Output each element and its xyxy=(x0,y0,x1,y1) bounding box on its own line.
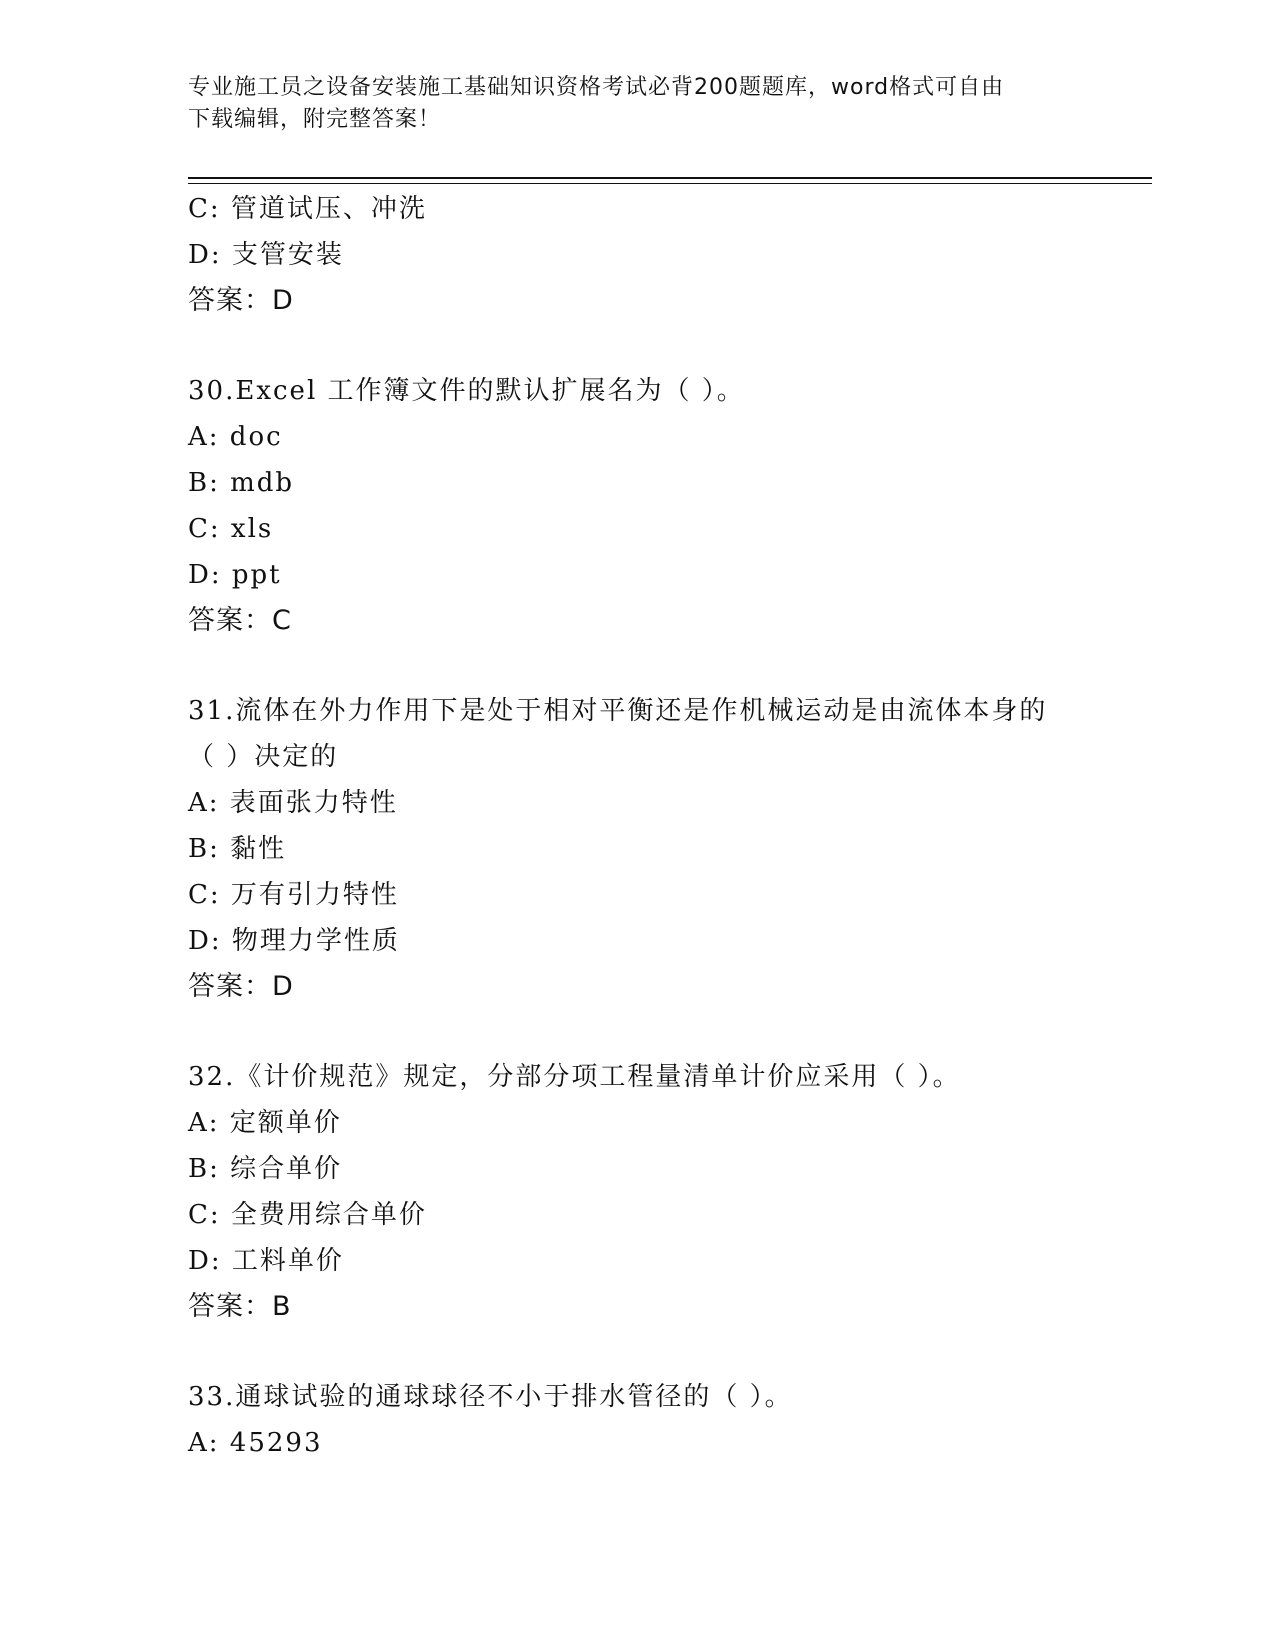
question-stem-continued: （ ）决定的 xyxy=(188,742,339,772)
option-b: B: 综合单价 xyxy=(188,1154,343,1184)
header-line-2: 下载编辑，附完整答案！ xyxy=(188,107,442,132)
answer-line: 答案：B xyxy=(188,1291,292,1322)
option-d: D: 支管安装 xyxy=(188,240,344,270)
continued-question xyxy=(188,186,1088,324)
question-stem: 33.通球试验的通球球径不小于排水管径的（ ）。 xyxy=(188,1382,793,1412)
option-d: D: 物理力学性质 xyxy=(188,926,400,956)
question-stem: 32.《计价规范》规定，分部分项工程量清单计价应采用（ ）。 xyxy=(188,1062,961,1092)
header-rule-thin xyxy=(188,183,1152,184)
option-a: A: doc xyxy=(188,422,283,452)
option-a: A: 45293 xyxy=(188,1428,323,1458)
option-d: D: ppt xyxy=(188,560,282,590)
option-a: A: 定额单价 xyxy=(188,1108,342,1138)
question-31 xyxy=(188,688,1088,1010)
option-b: B: 黏性 xyxy=(188,834,287,864)
option-c: C: 管道试压、冲洗 xyxy=(188,194,427,224)
option-c: C: 全费用综合单价 xyxy=(188,1200,427,1230)
question-stem: 31.流体在外力作用下是处于相对平衡还是作机械运动是由流体本身的 xyxy=(188,696,1048,726)
answer-line: 答案：D xyxy=(188,285,294,316)
header-rule-thick xyxy=(188,177,1152,179)
document-header xyxy=(188,72,1088,136)
option-d: D: 工料单价 xyxy=(188,1246,344,1276)
option-a: A: 表面张力特性 xyxy=(188,788,398,818)
option-b: B: mdb xyxy=(188,468,295,498)
question-33 xyxy=(188,1374,1088,1466)
answer-line: 答案：C xyxy=(188,605,292,636)
answer-line: 答案：D xyxy=(188,971,294,1002)
option-c: C: 万有引力特性 xyxy=(188,880,399,910)
question-stem: 30.Excel 工作簿文件的默认扩展名为（ ）。 xyxy=(188,376,745,406)
question-list xyxy=(188,186,1088,1466)
question-32 xyxy=(188,1054,1088,1330)
header-line-1: 专业施工员之设备安装施工基础知识资格考试必背200题题库，word格式可自由 xyxy=(188,75,1005,100)
question-30 xyxy=(188,368,1088,644)
option-c: C: xls xyxy=(188,514,274,544)
